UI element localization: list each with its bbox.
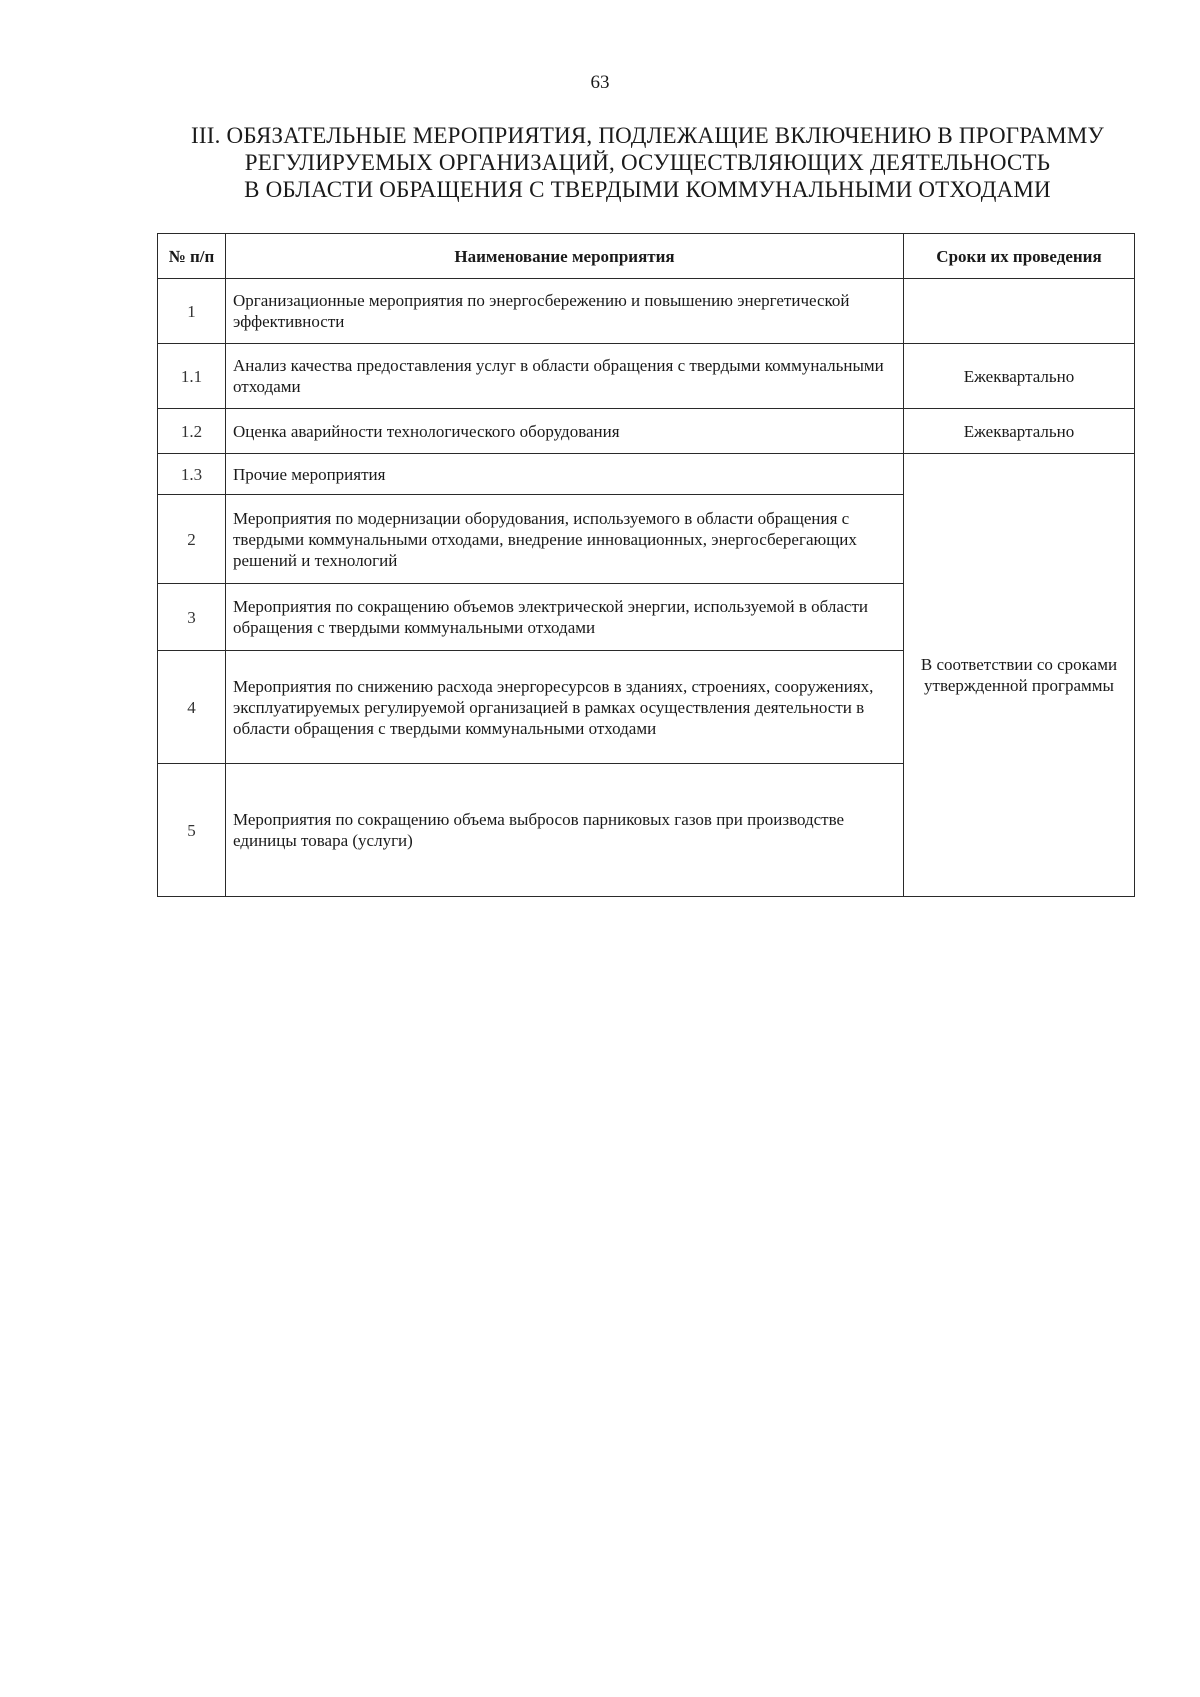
header-name: Наименование мероприятия [226, 234, 904, 279]
row-num: 3 [158, 584, 226, 651]
row-term [904, 279, 1135, 344]
table-row [158, 454, 1135, 495]
header-num: № п/п [158, 234, 226, 279]
section-title-line: III. ОБЯЗАТЕЛЬНЫЕ МЕРОПРИЯТИЯ, ПОДЛЕЖАЩИЕ ВКЛЮЧЕНИЮ В ПРОГРАММУ [191, 123, 1104, 148]
row-name: Организационные мероприятия по энергосбережению и повышению энергетической эффективности [226, 279, 904, 344]
measures-table [157, 233, 1135, 897]
row-num: 1.3 [158, 454, 226, 495]
section-title [150, 122, 1145, 203]
row-name: Мероприятия по сокращению объема выбросов парниковых газов при производстве единицы товара (услуги) [226, 764, 904, 897]
row-name: Мероприятия по сокращению объемов электрической энергии, используемой в области обращения с твердыми коммунальными отходами [226, 584, 904, 651]
table-row [158, 409, 1135, 454]
header-term: Сроки их проведения [904, 234, 1135, 279]
row-name: Мероприятия по модернизации оборудования, используемого в области обращения с твердыми коммунальными отходами, внедрение инновационных, энергосберегающих решений и технологий [226, 495, 904, 584]
row-num: 5 [158, 764, 226, 897]
row-term: Ежеквартально [904, 344, 1135, 409]
section-title-line: В ОБЛАСТИ ОБРАЩЕНИЯ С ТВЕРДЫМИ КОММУНАЛЬНЫМИ ОТХОДАМИ [244, 177, 1051, 202]
row-term: Ежеквартально [904, 409, 1135, 454]
row-name: Мероприятия по снижению расхода энергоресурсов в зданиях, строениях, сооружениях, эксплуатируемых регулируемой организацией в рамках осуществления деятельности в области обращения с твердыми коммунальными отходами [226, 651, 904, 764]
row-num: 2 [158, 495, 226, 584]
table-row [158, 279, 1135, 344]
row-num: 1 [158, 279, 226, 344]
page-number: 63 [590, 72, 610, 93]
row-num: 1.1 [158, 344, 226, 409]
table-row [158, 344, 1135, 409]
row-name: Прочие мероприятия [226, 454, 904, 495]
table-header-row [158, 234, 1135, 279]
row-term-merged: В соответствии со сроками утвержденной программы [904, 454, 1135, 897]
section-title-line: РЕГУЛИРУЕМЫХ ОРГАНИЗАЦИЙ, ОСУЩЕСТВЛЯЮЩИХ ДЕЯТЕЛЬНОСТЬ [244, 150, 1051, 175]
row-name: Анализ качества предоставления услуг в области обращения с твердыми коммунальными отходами [226, 344, 904, 409]
row-num: 1.2 [158, 409, 226, 454]
row-name: Оценка аварийности технологического оборудования [226, 409, 904, 454]
row-num: 4 [158, 651, 226, 764]
